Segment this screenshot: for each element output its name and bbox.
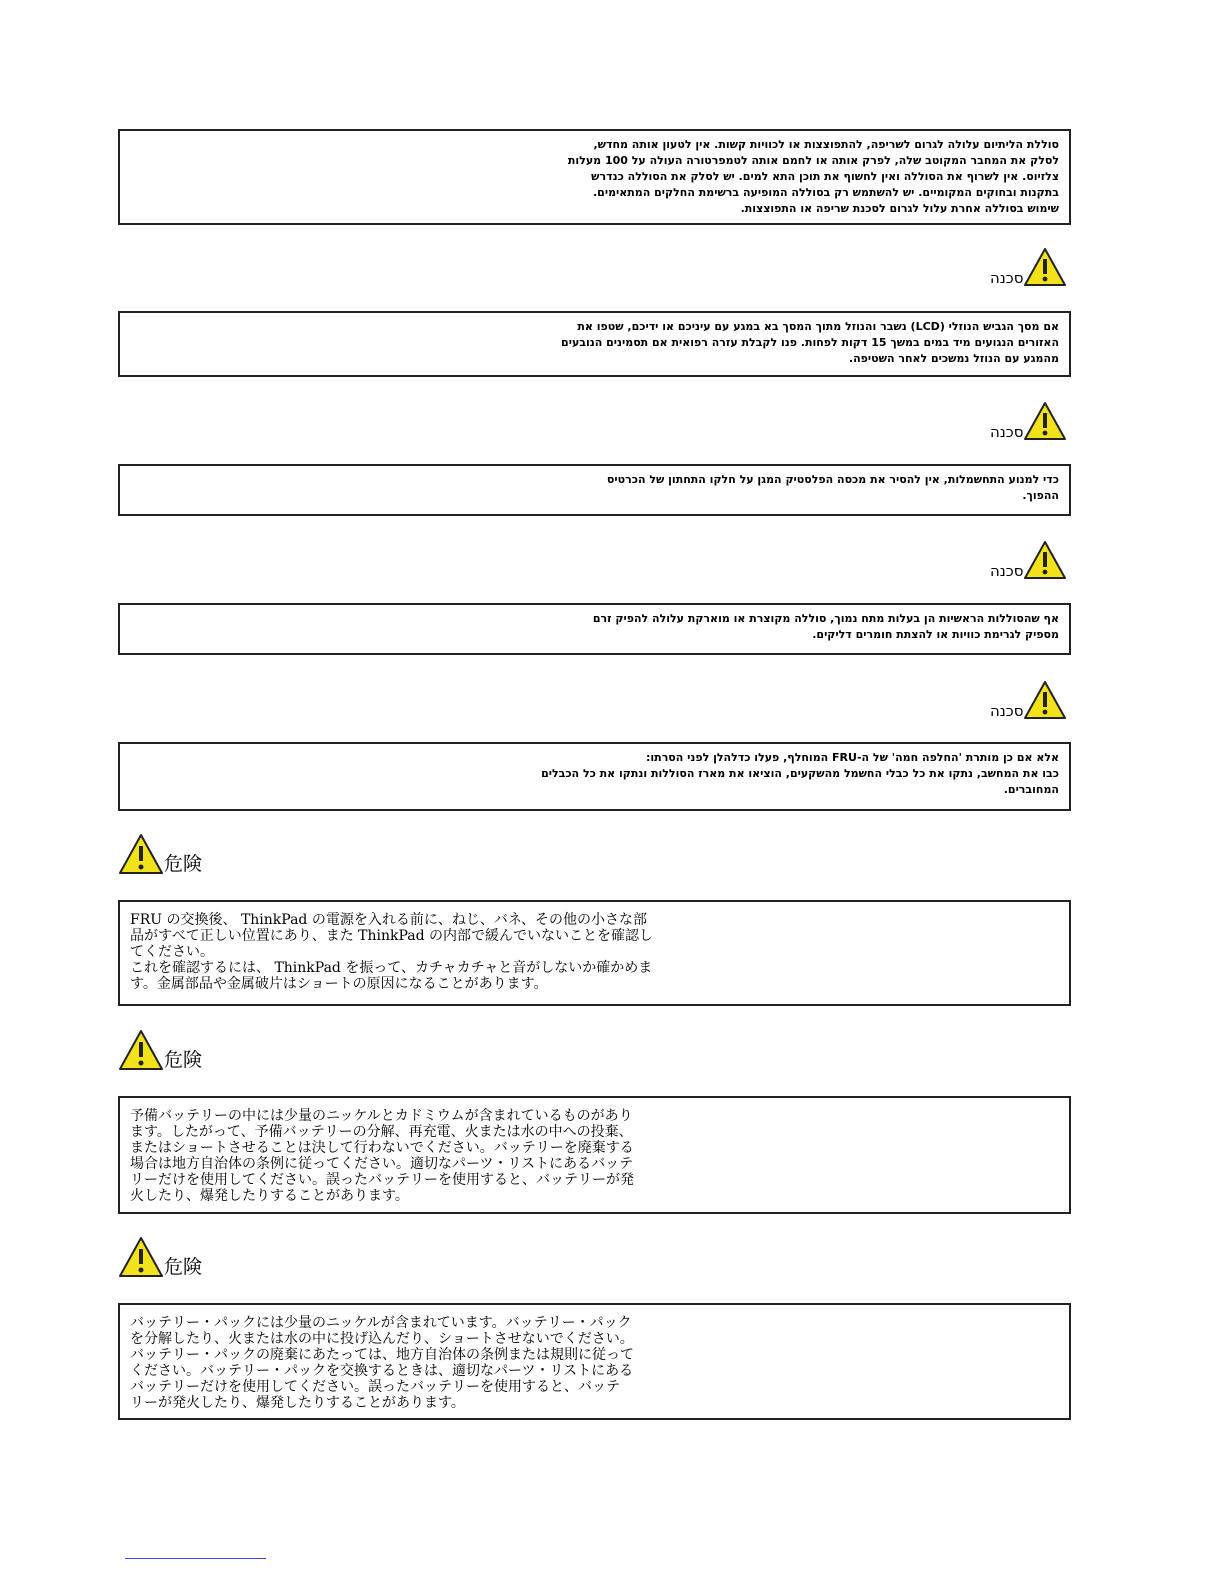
notice-line: ההפוך. bbox=[1022, 489, 1059, 502]
notice-line: バッテリー・パックには少量のニッケルが含まれています。バッテリー・パック bbox=[130, 1315, 632, 1331]
notice-text bbox=[519, 466, 1069, 504]
notice-line: バッテリー・パックの廃棄にあたっては、地方自治体の条例または規則に従って bbox=[130, 1347, 634, 1363]
danger-label: סכנה bbox=[990, 702, 1024, 720]
notice-line: אם מסך הגביש הנוזלי (LCD) נשבר והנוזל מתוך המסך בא במגע עם עיניכם או ידיכם, שטפו את bbox=[577, 320, 1059, 333]
notice-box-shortcircuit bbox=[118, 603, 1071, 655]
notice-line: כבו את המחשב, נתקו את כל כבלי החשמל מהשקעים, הוציאו את מארז הסוללות ונתקו את כל הכבלים bbox=[541, 767, 1059, 780]
notice-line: リーが発火したり、爆発したりすることがあります。 bbox=[130, 1395, 465, 1411]
notice-line: לסלק את המחבר המקוטב שלה, לפרק אותה או לחמם אותה לטמפרטורה העולה על 100 מעלות bbox=[567, 154, 1059, 167]
warning-triangle-icon bbox=[1023, 247, 1067, 287]
notice-line: אף שהסוללות הראשיות הן בעלות מתח נמוך, סוללה מקוצרת או מוארקת עלולה להפיק זרם bbox=[592, 612, 1059, 625]
notice-line: 予備バッテリーの中には少量のニッケルとカドミウムが含まれているものがあり bbox=[130, 1108, 633, 1124]
notice-line: これを確認するには、 ThinkPad を振って、カチャカチャと音がしないか確かめま bbox=[130, 960, 653, 976]
notice-line: 場合は地方自治体の条例に従ってください。適切なパーツ・リストにあるバッテ bbox=[130, 1156, 634, 1172]
warning-triangle-icon bbox=[118, 1029, 164, 1071]
danger-heading bbox=[990, 540, 1067, 580]
notice-line: סוללת הליתיום עלולה לגרום לשריפה, להתפוצצות או לכוויות קשות. אין לטעון אותה מחדש, bbox=[593, 138, 1059, 151]
notice-line: またはショートさせることは決して行わないでください。バッテリーを廃棄する bbox=[130, 1140, 634, 1156]
notice-text bbox=[120, 1098, 720, 1204]
notice-text bbox=[120, 1305, 720, 1411]
notice-box-fru-check bbox=[118, 900, 1071, 1006]
warning-triangle-icon bbox=[1023, 540, 1067, 580]
footer-rule bbox=[125, 1558, 266, 1559]
notice-box-lithium bbox=[118, 129, 1071, 225]
notice-line: 品がすべて正しい位置にあり、また ThinkPad の内部で緩んでいないことを確認し bbox=[130, 928, 654, 944]
notice-line: מספיק לגרימת כוויות או להצתת חומרים דליקים. bbox=[812, 628, 1059, 641]
danger-heading bbox=[118, 1236, 202, 1278]
danger-label: סכנה bbox=[990, 562, 1024, 580]
notice-line: ます。したがって、予備バッテリーの分解、再充電、火または水の中への投棄、 bbox=[130, 1124, 633, 1140]
notice-text bbox=[459, 744, 1069, 798]
danger-label: 危険 bbox=[164, 1256, 203, 1278]
notice-line: אלא אם כן מותרת 'החלפה חמה' של ה-FRU המוחלף, פעלו כדלהלן לפני הסרתו: bbox=[646, 751, 1059, 764]
notice-line: כדי למנוע התחשמלות, אין להסיר את מכסה הפלסטיק המגן על חלקו התחתון של הכרטיס bbox=[606, 473, 1059, 486]
danger-heading bbox=[118, 833, 202, 875]
notice-line: ください。バッテリー・パックを交換するときは、適切なパーツ・リストにある bbox=[130, 1363, 634, 1379]
danger-heading bbox=[990, 680, 1067, 720]
notice-text bbox=[519, 131, 1069, 217]
danger-label: סכנה bbox=[990, 423, 1024, 441]
danger-label: 危険 bbox=[164, 853, 203, 875]
notice-line: リーだけを使用してください。誤ったバッテリーを使用すると、バッテリーが発 bbox=[130, 1172, 634, 1188]
notice-line: を分解したり、火または水の中に投げ込んだり、ショートさせないでください。 bbox=[130, 1331, 634, 1347]
notice-line: てください。 bbox=[130, 944, 214, 960]
notice-box-shock bbox=[118, 464, 1071, 516]
danger-heading bbox=[118, 1029, 202, 1071]
warning-triangle-icon bbox=[118, 1236, 164, 1278]
notice-line: す。金属部品や金属破片はショートの原因になることがあります。 bbox=[130, 976, 548, 992]
danger-heading bbox=[990, 401, 1067, 441]
notice-line: בתקנות ובחוקים המקומיים. יש להשתמש רק בסוללה המופיעה ברשימת החלקים המתאימים. bbox=[593, 186, 1059, 199]
notice-line: האזורים הנגועים מיד במים במשך 15 דקות לפחות. פנו לקבלת עזרה רפואית אם תסמינים הנובעים bbox=[561, 336, 1059, 349]
notice-box-lcd bbox=[118, 311, 1071, 377]
notice-line: צלזיוס. אין לשרוף את הסוללה ואין לחשוף את תוכן התא למים. יש לסלק את הסוללה כנדרש bbox=[591, 170, 1059, 183]
notice-line: バッテリーだけを使用してください。誤ったバッテリーを使用すると、バッテ bbox=[130, 1379, 620, 1395]
danger-label: 危険 bbox=[164, 1049, 203, 1071]
notice-text bbox=[120, 902, 720, 992]
notice-line: FRU の交換後、 ThinkPad の電源を入れる前に、ねじ、バネ、その他の小さな部 bbox=[130, 912, 647, 928]
notice-line: מהמגע עם הנוזל נמשכים לאחר השטיפה. bbox=[848, 352, 1059, 365]
notice-text bbox=[519, 313, 1069, 367]
warning-triangle-icon bbox=[1023, 680, 1067, 720]
danger-label: סכנה bbox=[990, 269, 1024, 287]
notice-text bbox=[519, 605, 1069, 643]
notice-box-hotswap bbox=[118, 742, 1071, 811]
notice-line: 火したり、爆発したりすることがあります。 bbox=[130, 1188, 409, 1204]
danger-heading bbox=[990, 247, 1067, 287]
notice-box-battery-pack bbox=[118, 1303, 1071, 1420]
warning-triangle-icon bbox=[118, 833, 164, 875]
notice-line: שימוש בסוללה אחרת עלול לגרום לסכנת שריפה או התפוצצות. bbox=[740, 202, 1059, 215]
notice-line: המחוברים. bbox=[1003, 783, 1059, 796]
notice-box-nicad bbox=[118, 1096, 1071, 1214]
warning-triangle-icon bbox=[1023, 401, 1067, 441]
